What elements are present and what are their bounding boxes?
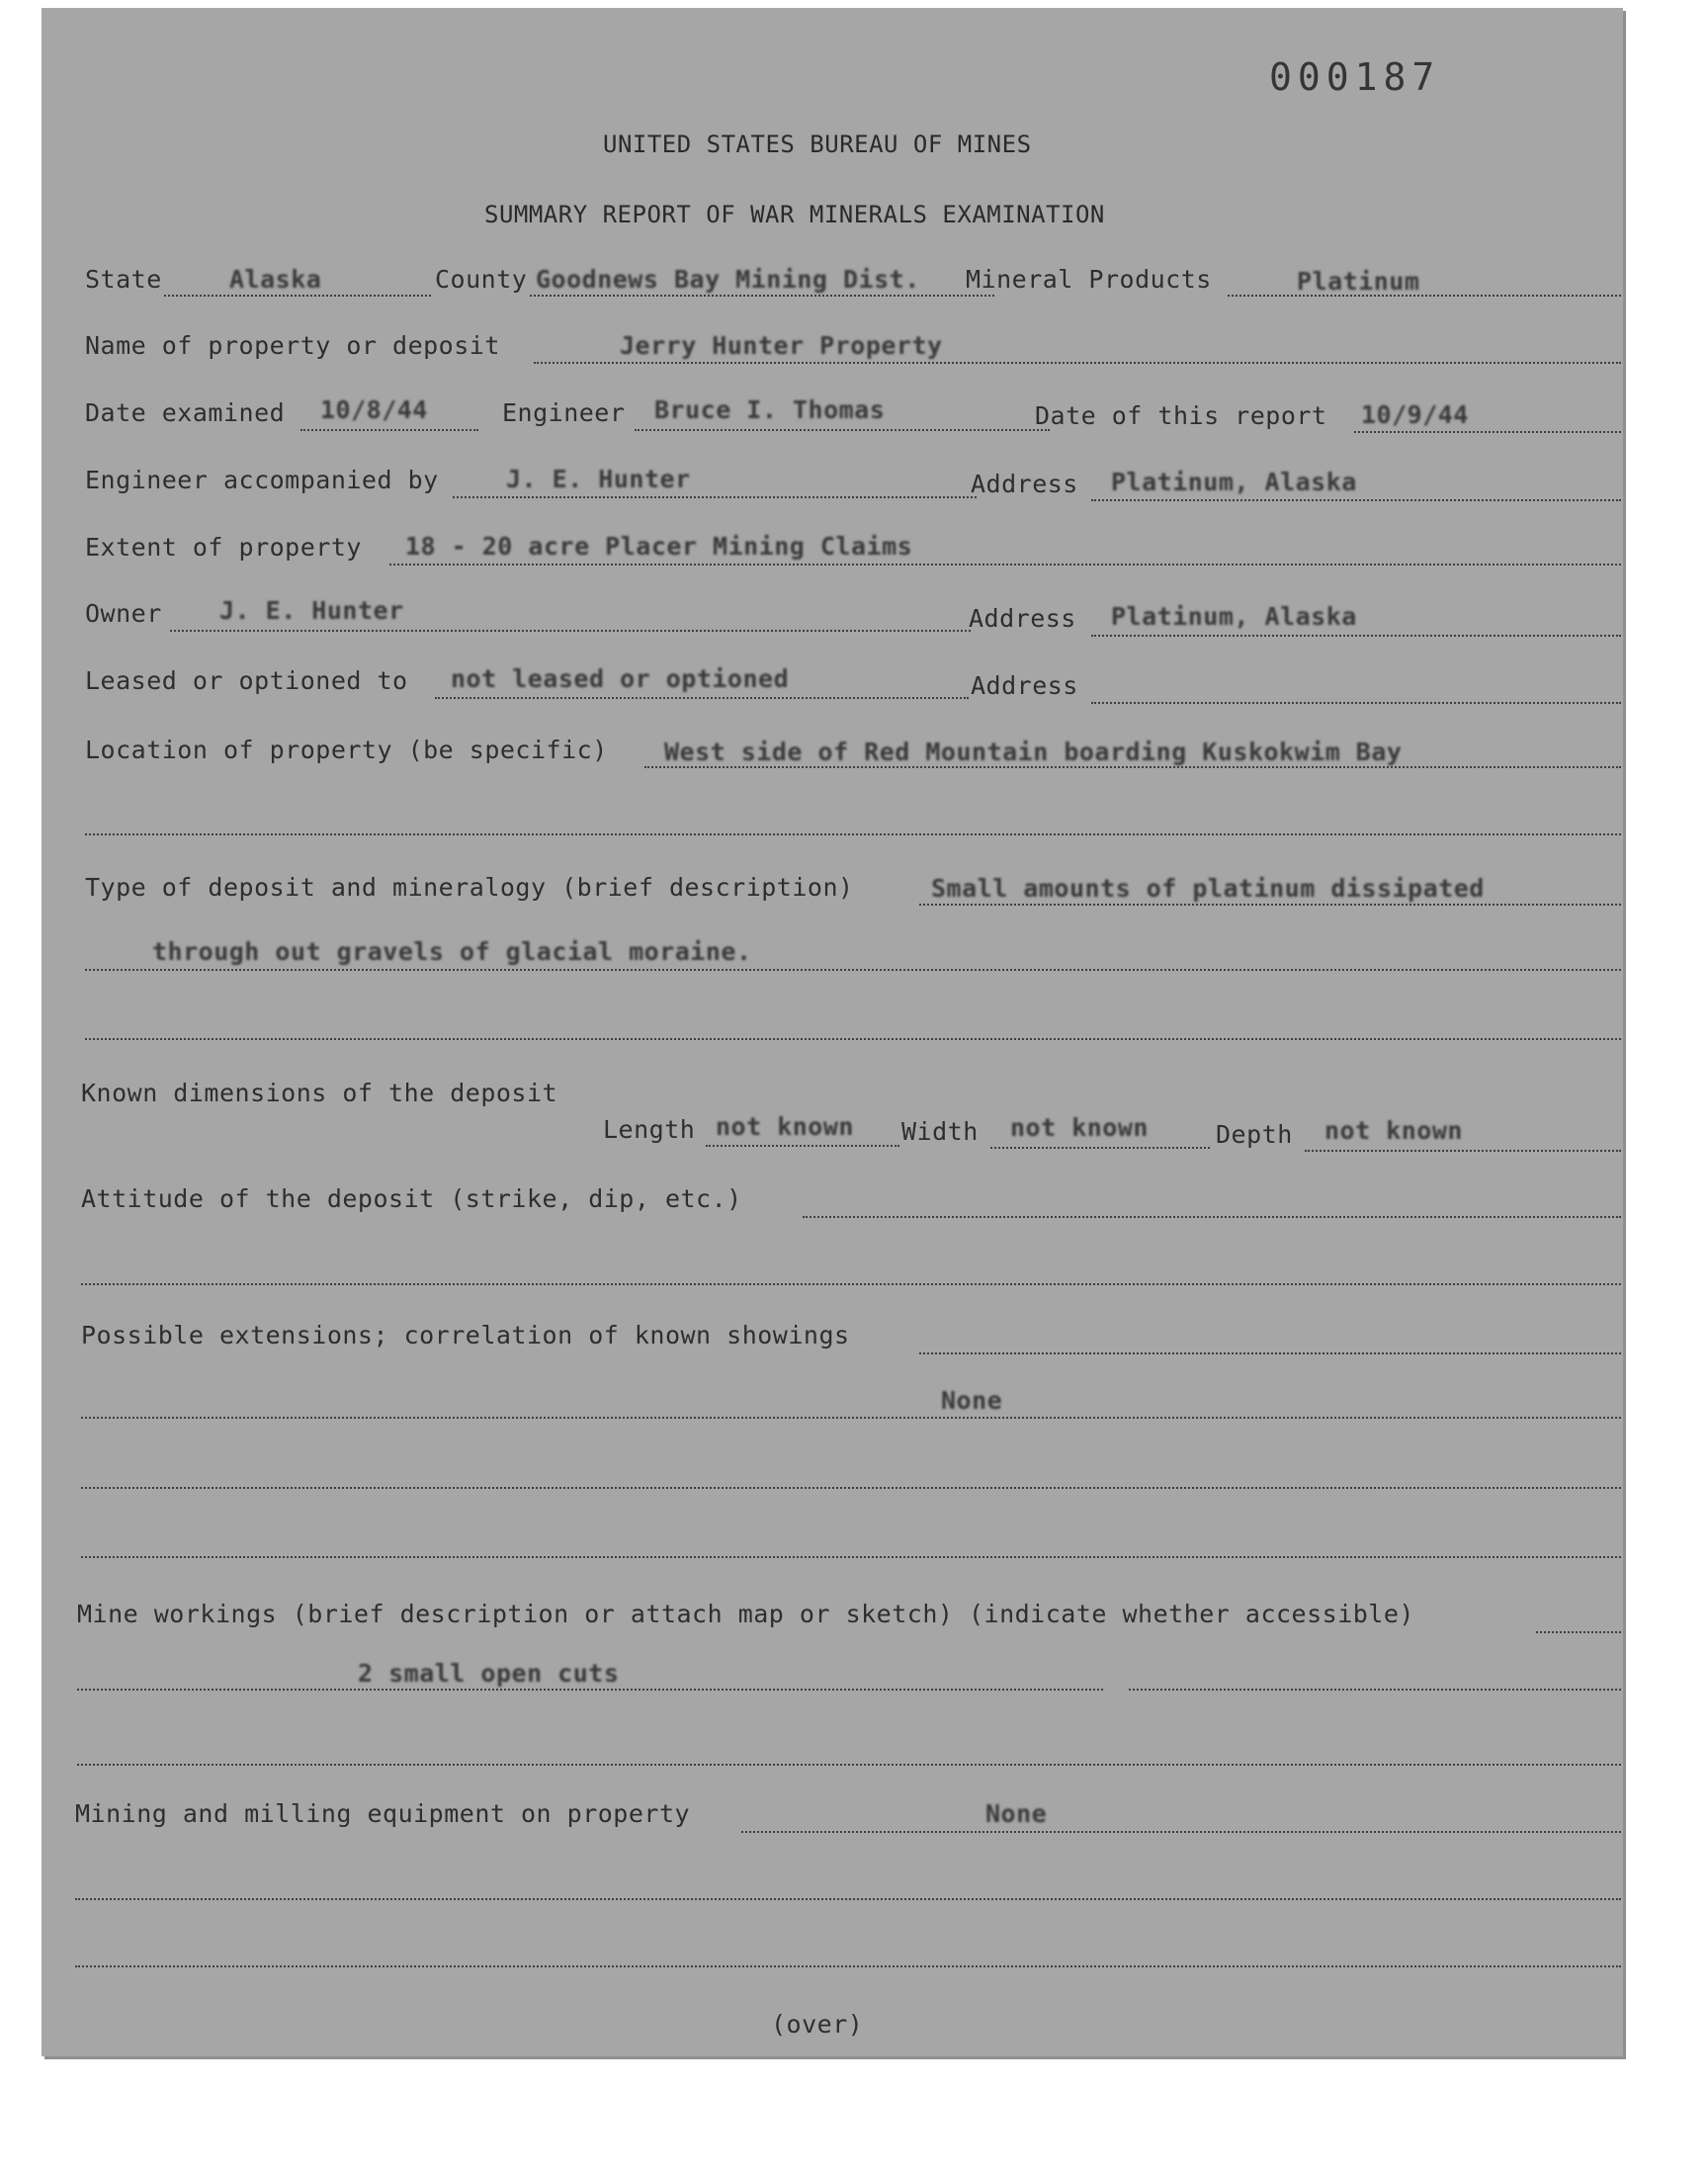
attitude-line: [803, 1216, 1621, 1218]
state-value: Alaska: [229, 265, 322, 294]
mine-workings-label: Mine workings (brief description or attach map or sketch) (indicate whether accessible): [77, 1600, 1414, 1628]
equipment-line-2: [75, 1898, 1621, 1900]
extent-label: Extent of property: [85, 533, 362, 562]
mineral-products-line: [1228, 295, 1621, 297]
deposit-type-line-3: [85, 1038, 1621, 1040]
accompanied-address-line: [1091, 499, 1621, 501]
owner-address-label: Address: [969, 604, 1076, 633]
date-examined-line: [300, 429, 478, 431]
form-sheet: [42, 8, 1623, 2056]
leased-line: [435, 697, 969, 699]
extensions-label: Possible extensions; correlation of known showings: [81, 1321, 850, 1349]
accompanied-by-line: [453, 496, 977, 498]
location-label: Location of property (be specific): [85, 736, 608, 764]
depth-value: not known: [1324, 1116, 1463, 1145]
location-line-2: [85, 833, 1621, 835]
property-name-line: [534, 362, 1621, 364]
length-label: Length: [603, 1115, 696, 1144]
leased-address-label: Address: [971, 671, 1078, 700]
owner-address-line: [1091, 635, 1621, 637]
leased-value: not leased or optioned: [451, 664, 790, 693]
equipment-value: None: [985, 1799, 1048, 1828]
county-value: Goodnews Bay Mining Dist.: [536, 265, 920, 294]
owner-value: J. E. Hunter: [219, 596, 404, 625]
deposit-type-value-2: through out gravels of glacial moraine.: [152, 937, 752, 966]
extensions-line: [919, 1352, 1621, 1354]
date-examined-label: Date examined: [85, 398, 286, 427]
accompanied-by-label: Engineer accompanied by: [85, 466, 439, 494]
extensions-line-2: [81, 1417, 1621, 1419]
date-of-report-label: Date of this report: [1035, 401, 1327, 430]
state-label: State: [85, 265, 162, 294]
mine-workings-line-2b: [1129, 1689, 1621, 1691]
owner-line: [170, 630, 971, 632]
extensions-value: None: [941, 1386, 1003, 1415]
report-title: SUMMARY REPORT OF WAR MINERALS EXAMINATION: [484, 201, 1105, 228]
extent-value: 18 - 20 acre Placer Mining Claims: [405, 532, 913, 561]
depth-label: Depth: [1216, 1120, 1293, 1149]
owner-label: Owner: [85, 599, 162, 628]
attitude-label: Attitude of the deposit (strike, dip, etc.): [81, 1184, 742, 1213]
engineer-value: Bruce I. Thomas: [654, 395, 886, 424]
location-line: [644, 766, 1621, 768]
extensions-line-3: [81, 1487, 1621, 1489]
engineer-label: Engineer: [502, 398, 626, 427]
mine-workings-value: 2 small open cuts: [358, 1659, 620, 1688]
deposit-type-label: Type of deposit and mineralogy (brief description): [85, 873, 854, 902]
deposit-type-line: [919, 904, 1621, 906]
extent-line: [389, 564, 1621, 566]
equipment-line-3: [75, 1965, 1621, 1967]
date-of-report-value: 10/9/44: [1361, 400, 1469, 429]
state-line: [164, 295, 431, 297]
document-number: 000187: [1269, 55, 1441, 99]
leased-label: Leased or optioned to: [85, 666, 408, 695]
leased-address-line: [1091, 702, 1621, 704]
accompanied-address-label: Address: [971, 470, 1078, 498]
property-name-value: Jerry Hunter Property: [620, 331, 943, 360]
attitude-line-2: [81, 1283, 1621, 1285]
date-of-report-line: [1354, 431, 1621, 433]
over-note: (over): [771, 2010, 864, 2039]
date-examined-value: 10/8/44: [320, 395, 428, 424]
location-value: West side of Red Mountain boarding Kuskokwim Bay: [664, 738, 1403, 766]
mine-workings-line: [1536, 1631, 1621, 1633]
width-line: [990, 1147, 1210, 1149]
mine-workings-line-3: [77, 1764, 1621, 1766]
agency-heading: UNITED STATES BUREAU OF MINES: [603, 130, 1032, 158]
length-line: [706, 1145, 899, 1147]
accompanied-by-value: J. E. Hunter: [506, 465, 691, 493]
county-line: [530, 295, 994, 297]
width-value: not known: [1010, 1113, 1149, 1142]
property-name-label: Name of property or deposit: [85, 331, 500, 360]
engineer-line: [635, 429, 1050, 431]
length-value: not known: [716, 1112, 854, 1141]
mineral-products-value: Platinum: [1297, 267, 1420, 296]
deposit-type-line-2: [85, 969, 1621, 971]
depth-line: [1305, 1150, 1621, 1152]
equipment-line: [741, 1831, 1621, 1833]
dimensions-label: Known dimensions of the deposit: [81, 1079, 558, 1107]
mineral-products-label: Mineral Products: [966, 265, 1212, 294]
deposit-type-value-1: Small amounts of platinum dissipated: [931, 874, 1485, 903]
equipment-label: Mining and milling equipment on property: [75, 1799, 691, 1828]
owner-address-value: Platinum, Alaska: [1111, 602, 1357, 631]
county-label: County: [435, 265, 528, 294]
accompanied-address-value: Platinum, Alaska: [1111, 468, 1357, 496]
mine-workings-line-2a: [77, 1689, 1103, 1691]
extensions-line-4: [81, 1556, 1621, 1558]
width-label: Width: [901, 1117, 979, 1146]
